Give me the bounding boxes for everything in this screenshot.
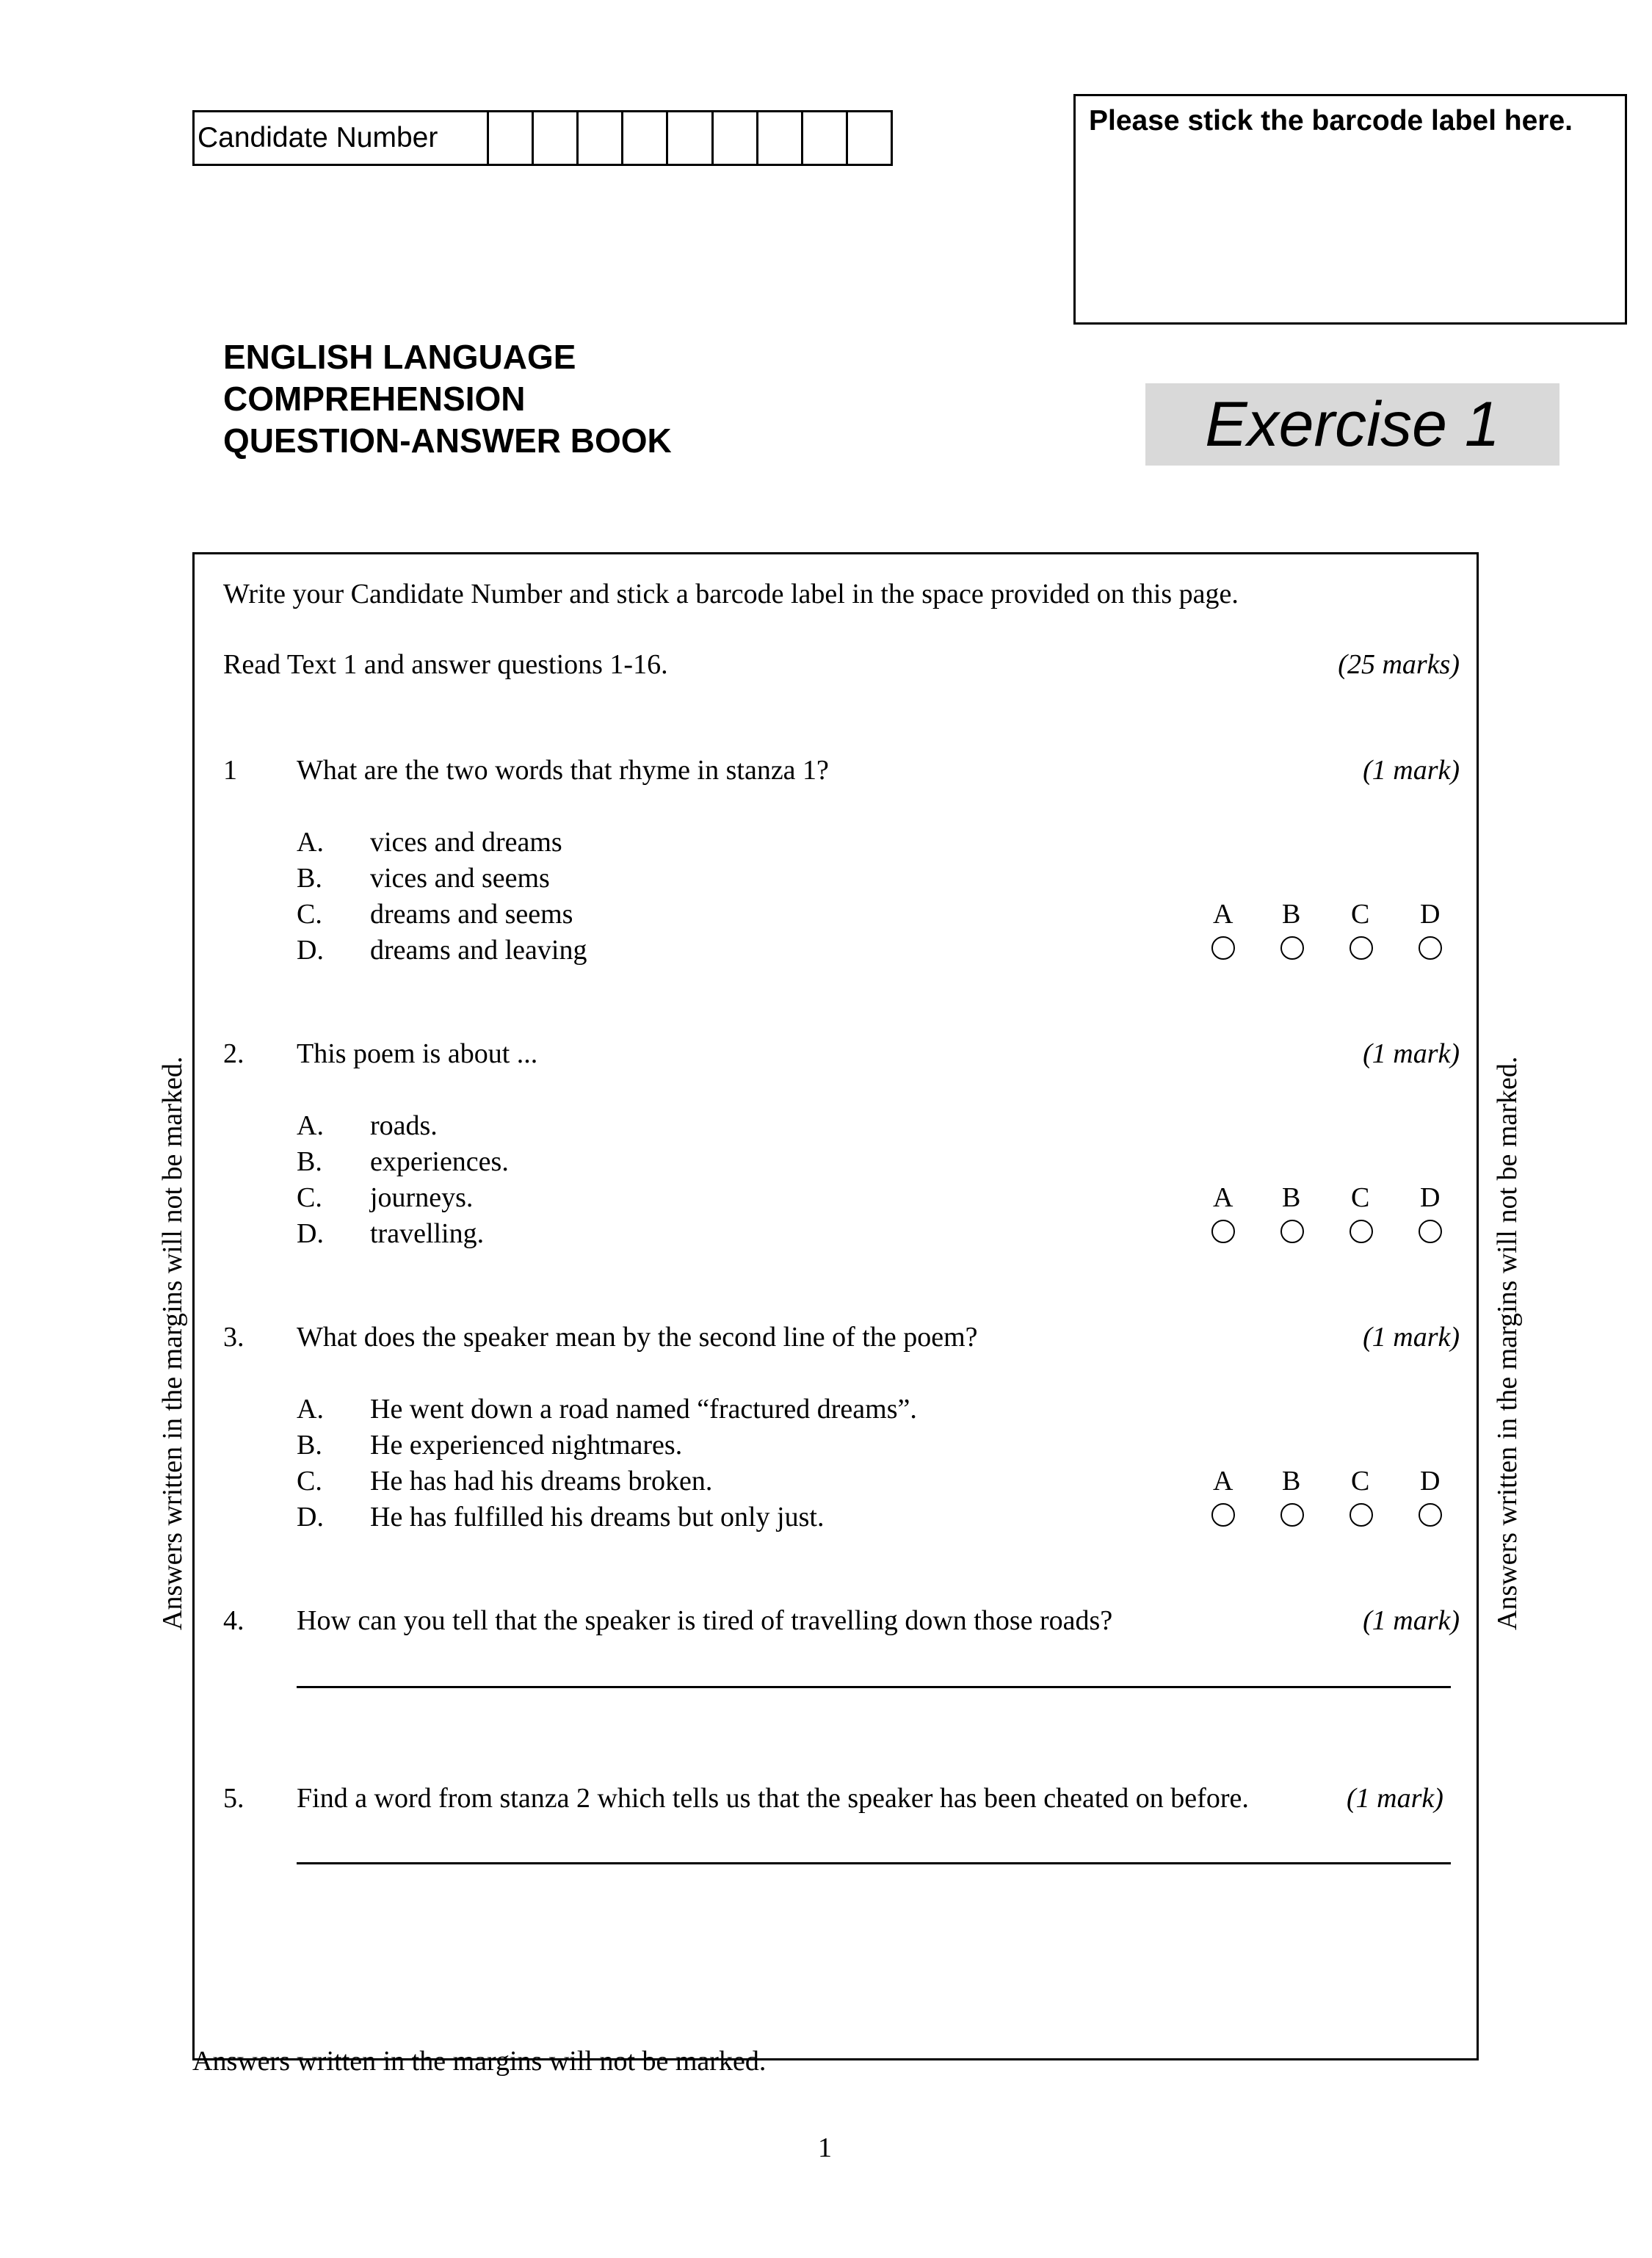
- option-text-b: He experienced nightmares.: [370, 1430, 683, 1461]
- option-letter-c: C.: [297, 899, 322, 930]
- option-text-c: He has had his dreams broken.: [370, 1466, 713, 1497]
- answer-bubble-d[interactable]: [1419, 1503, 1442, 1527]
- bubble-label-a: A: [1213, 899, 1233, 930]
- candidate-number-digit-7[interactable]: [756, 112, 801, 164]
- question-number: 4.: [223, 1605, 244, 1636]
- question-marks: (1 mark): [1347, 1783, 1443, 1814]
- answer-bubble-c[interactable]: [1350, 936, 1373, 960]
- paper-title: [223, 336, 672, 462]
- bubble-label-b: B: [1282, 1182, 1301, 1213]
- option-text-d: travelling.: [370, 1218, 485, 1249]
- option-text-c: journeys.: [370, 1182, 474, 1213]
- page-number: 1: [818, 2132, 832, 2163]
- option-letter-b: B.: [297, 1146, 322, 1177]
- option-text-c: dreams and seems: [370, 899, 573, 930]
- option-letter-b: B.: [297, 863, 322, 894]
- question-number: 3.: [223, 1322, 244, 1353]
- bubble-label-c: C: [1351, 1466, 1370, 1497]
- option-letter-d: D.: [297, 1502, 324, 1533]
- bubble-label-d: D: [1420, 1466, 1441, 1497]
- answer-bubble-c[interactable]: [1350, 1503, 1373, 1527]
- title-line-2: COMPREHENSION: [223, 380, 526, 418]
- candidate-number-digit-1[interactable]: [487, 112, 532, 164]
- answer-bubble-a[interactable]: [1211, 1503, 1235, 1527]
- option-text-d: He has fulfilled his dreams but only just.: [370, 1502, 825, 1533]
- title-line-1: ENGLISH LANGUAGE: [223, 338, 576, 376]
- option-letter-a: A.: [297, 1394, 324, 1425]
- barcode-label-area: [1073, 94, 1627, 325]
- answer-bubble-a[interactable]: [1211, 1220, 1235, 1243]
- question-marks: (1 mark): [1363, 755, 1460, 786]
- candidate-number-digit-9[interactable]: [846, 112, 891, 164]
- option-text-a: He went down a road named “fractured dreams”.: [370, 1394, 917, 1425]
- option-letter-c: C.: [297, 1182, 322, 1213]
- option-letter-c: C.: [297, 1466, 322, 1497]
- question-text: What are the two words that rhyme in stanza 1?: [297, 755, 829, 786]
- option-letter-a: A.: [297, 1110, 324, 1141]
- option-letter-b: B.: [297, 1430, 322, 1461]
- bottom-margin-note: Answers written in the margins will not be marked.: [192, 2046, 767, 2077]
- candidate-number-digit-4[interactable]: [621, 112, 666, 164]
- question-number: 1: [223, 755, 237, 786]
- barcode-instruction: Please stick the barcode label here.: [1089, 105, 1573, 137]
- title-line-3: QUESTION-ANSWER BOOK: [223, 421, 672, 460]
- left-margin-note: Answers written in the margins will not be marked.: [157, 1056, 188, 1630]
- candidate-number-digit-5[interactable]: [666, 112, 711, 164]
- question-number: 2.: [223, 1038, 244, 1069]
- question-marks: (1 mark): [1363, 1038, 1460, 1069]
- option-text-a: vices and dreams: [370, 827, 562, 858]
- question-text: How can you tell that the speaker is tired of travelling down those roads?: [297, 1605, 1113, 1636]
- option-letter-a: A.: [297, 827, 324, 858]
- candidate-number-digit-3[interactable]: [576, 112, 621, 164]
- answer-bubble-b[interactable]: [1280, 1503, 1304, 1527]
- option-text-b: experiences.: [370, 1146, 509, 1177]
- option-text-d: dreams and leaving: [370, 935, 587, 966]
- candidate-number-box: [192, 110, 893, 166]
- total-marks: (25 marks): [1338, 649, 1460, 680]
- option-text-a: roads.: [370, 1110, 438, 1141]
- bubble-label-a: A: [1213, 1466, 1233, 1497]
- bubble-label-d: D: [1420, 1182, 1441, 1213]
- answer-bubble-d[interactable]: [1419, 936, 1442, 960]
- bubble-label-c: C: [1351, 1182, 1370, 1213]
- candidate-number-label: Candidate Number: [198, 122, 438, 153]
- question-marks: (1 mark): [1363, 1605, 1460, 1636]
- question-text: This poem is about ...: [297, 1038, 538, 1069]
- bubble-label-b: B: [1282, 899, 1301, 930]
- option-letter-d: D.: [297, 935, 324, 966]
- question-text: What does the speaker mean by the second line of the poem?: [297, 1322, 978, 1353]
- bubble-label-b: B: [1282, 1466, 1301, 1497]
- option-text-b: vices and seems: [370, 863, 550, 894]
- exercise-badge: Exercise 1: [1145, 383, 1559, 466]
- question-number: 5.: [223, 1783, 244, 1814]
- answer-bubble-b[interactable]: [1280, 936, 1304, 960]
- answer-bubble-a[interactable]: [1211, 936, 1235, 960]
- right-margin-note: Answers written in the margins will not be marked.: [1492, 1056, 1523, 1630]
- candidate-number-digit-8[interactable]: [801, 112, 846, 164]
- candidate-number-digit-6[interactable]: [711, 112, 756, 164]
- answer-line[interactable]: [297, 1862, 1451, 1864]
- answer-bubble-d[interactable]: [1419, 1220, 1442, 1243]
- answer-line[interactable]: [297, 1686, 1451, 1688]
- answer-bubble-c[interactable]: [1350, 1220, 1373, 1243]
- instruction-line-2: Read Text 1 and answer questions 1-16.: [223, 649, 668, 680]
- candidate-number-digit-2[interactable]: [532, 112, 576, 164]
- bubble-label-d: D: [1420, 899, 1441, 930]
- bubble-label-a: A: [1213, 1182, 1233, 1213]
- option-letter-d: D.: [297, 1218, 324, 1249]
- question-text: Find a word from stanza 2 which tells us that the speaker has been cheated on before.: [297, 1783, 1249, 1814]
- instruction-line-1: Write your Candidate Number and stick a barcode label in the space provided on this page.: [223, 579, 1239, 609]
- answer-bubble-b[interactable]: [1280, 1220, 1304, 1243]
- question-marks: (1 mark): [1363, 1322, 1460, 1353]
- bubble-label-c: C: [1351, 899, 1370, 930]
